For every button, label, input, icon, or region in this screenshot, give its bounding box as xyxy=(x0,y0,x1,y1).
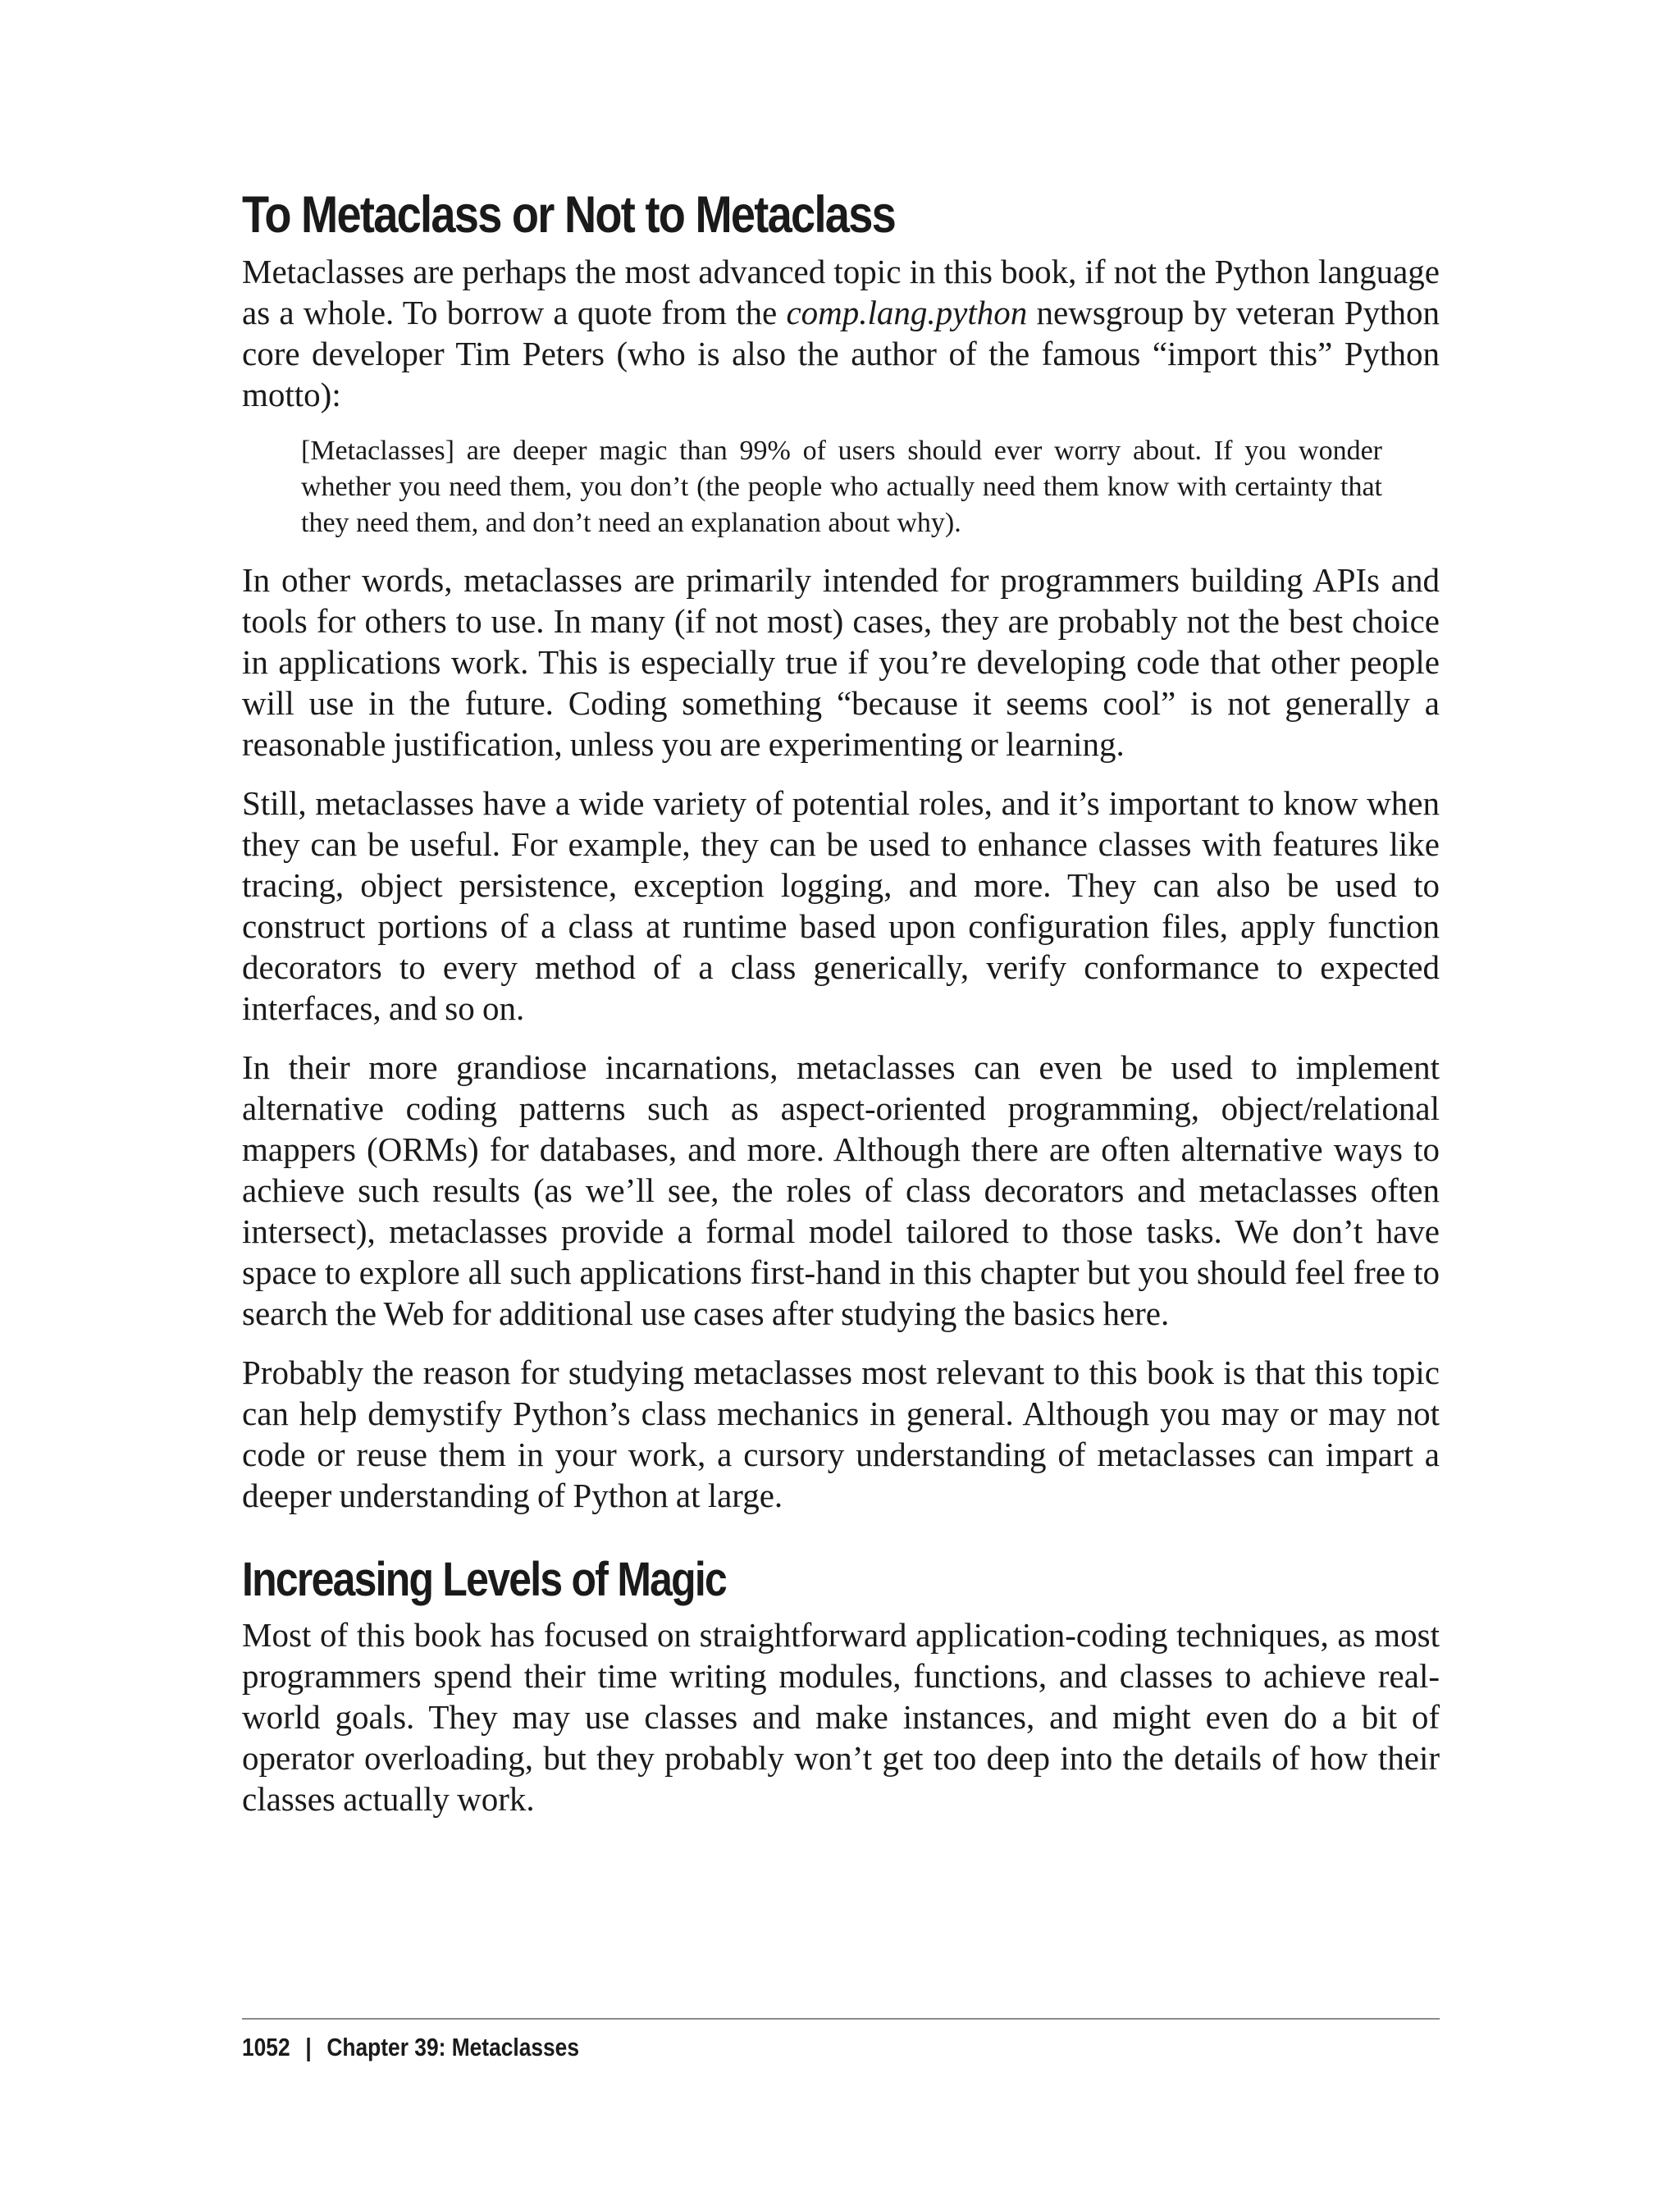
section-heading: To Metaclass or Not to Metaclass xyxy=(242,186,896,244)
footer-separator: | xyxy=(305,2033,312,2061)
subsection-heading: Increasing Levels of Magic xyxy=(242,1553,727,1606)
newsgroup-name: comp.lang.python xyxy=(786,294,1028,331)
page-content xyxy=(242,182,1440,1838)
page-number: 1052 xyxy=(242,2033,290,2061)
paragraph-reason: Probably the reason for studying metaclasses most relevant to this book is that this topic can help demystify Python’s class mechanics in general. Although you may or may not code or reuse them in your work, a cursory understanding of metaclasses can impart a deeper understanding of Python at large. xyxy=(242,1354,1440,1514)
paragraph-other-words: In other words, metaclasses are primarily intended for programmers building APIs and tools for others to use. In many (if not most) cases, they are probably not the best choice in applications work. This is especially true if you’re developing code that other people will use in the future. Coding something “because it seems cool” is not generally a reasonable justification, unless you are experimenting or learning. xyxy=(242,561,1440,763)
paragraph-intro xyxy=(242,251,1440,415)
paragraph-intro-text-2: newsgroup by veteran Python core developer Tim Peters (who is also the author of the famous “import this” Python motto): xyxy=(242,294,1440,413)
paragraph-magic-levels: Most of this book has focused on straightforward application-coding techniques, as most programmers spend their time writing modules, functions, and classes to achieve real-world goals. They may use classes and make instances, and might even do a bit of operator overloading, but they probably won’t get too deep into the details of how their classes actually work. xyxy=(242,1616,1440,1818)
paragraph-roles: Still, metaclasses have a wide variety of potential roles, and it’s important to know when they can be useful. For example, they can be used to enhance classes with features like tracing, object persistence, exception logging, and more. They can also be used to construct portions of a class at runtime based upon configuration files, apply function decorators to every method of a class generically, verify conformance to expected interfaces, and so on. xyxy=(242,784,1440,1027)
tim-peters-quote: [Metaclasses] are deeper magic than 99% of users should ever worry about. If you wonder whether you need them, you don’t (the people who actually need them know with certainty that they need them, and don’t need an explanation about why). xyxy=(301,436,1382,538)
paragraph-intro-text-1: Metaclasses are perhaps the most advanced topic in this book, if not the Python language as a whole. To borrow a quote from the xyxy=(242,253,1440,331)
paragraph-grandiose: In their more grandiose incarnations, metaclasses can even be used to implement alternative coding patterns such as aspect-oriented programming, object/relational mappers (ORMs) for databases, and more. Although there are often alternative ways to achieve such results (as we’ll see, the roles of class decorators and metaclasses often intersect), metaclasses provide a formal model tailored to those tasks. We don’t have space to explore all such applications first-hand in this chapter but you should feel free to search the Web for additional use cases after studying the basics here. xyxy=(242,1048,1440,1332)
chapter-title: Chapter 39: Metaclasses xyxy=(326,2033,579,2061)
page-footer xyxy=(242,2018,1440,2062)
footer-divider xyxy=(242,2018,1440,2020)
footer-text xyxy=(242,2033,1260,2062)
